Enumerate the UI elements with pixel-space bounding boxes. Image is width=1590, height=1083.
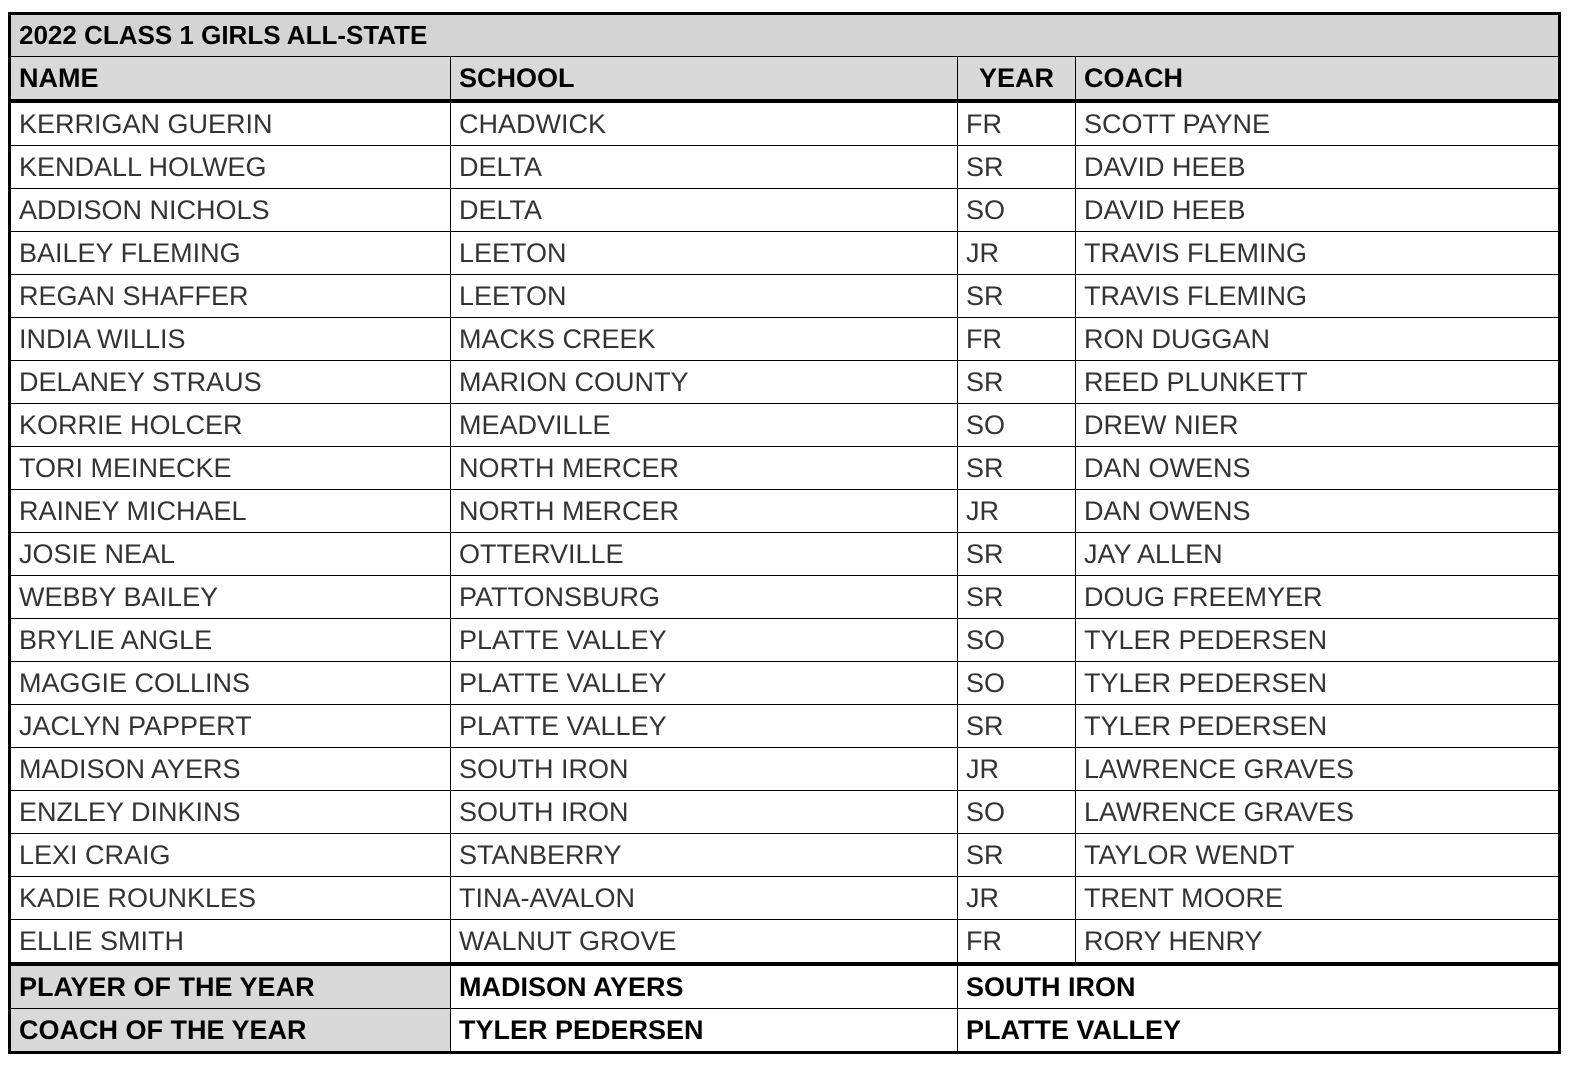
cell-year: SR	[958, 447, 1076, 490]
cell-name: KERRIGAN GUERIN	[10, 101, 451, 146]
table-row	[10, 275, 1560, 318]
cell-coach: TAYLOR WENDT	[1076, 834, 1560, 877]
cell-school: MACKS CREEK	[451, 318, 958, 361]
cell-school: WALNUT GROVE	[451, 920, 958, 965]
cell-year: SO	[958, 404, 1076, 447]
cell-name: ADDISON NICHOLS	[10, 189, 451, 232]
award-school: SOUTH IRON	[958, 964, 1560, 1009]
table-row	[10, 920, 1560, 965]
cell-name: DELANEY STRAUS	[10, 361, 451, 404]
cell-school: DELTA	[451, 146, 958, 189]
cell-name: ENZLEY DINKINS	[10, 791, 451, 834]
cell-coach: DAVID HEEB	[1076, 189, 1560, 232]
cell-coach: LAWRENCE GRAVES	[1076, 748, 1560, 791]
cell-coach: DAN OWENS	[1076, 447, 1560, 490]
cell-coach: DREW NIER	[1076, 404, 1560, 447]
cell-coach: DAVID HEEB	[1076, 146, 1560, 189]
cell-year: SR	[958, 533, 1076, 576]
cell-school: TINA-AVALON	[451, 877, 958, 920]
column-header-year: YEAR	[958, 57, 1076, 102]
cell-year: SO	[958, 791, 1076, 834]
table-row	[10, 318, 1560, 361]
table-row	[10, 101, 1560, 146]
table-row	[10, 146, 1560, 189]
cell-coach: LAWRENCE GRAVES	[1076, 791, 1560, 834]
cell-school: STANBERRY	[451, 834, 958, 877]
table-title: 2022 CLASS 1 GIRLS ALL-STATE	[10, 14, 1560, 57]
table-row	[10, 877, 1560, 920]
cell-coach: DOUG FREEMYER	[1076, 576, 1560, 619]
cell-coach: TRAVIS FLEMING	[1076, 275, 1560, 318]
cell-coach: REED PLUNKETT	[1076, 361, 1560, 404]
cell-school: PATTONSBURG	[451, 576, 958, 619]
cell-name: REGAN SHAFFER	[10, 275, 451, 318]
cell-year: SO	[958, 189, 1076, 232]
cell-school: CHADWICK	[451, 101, 958, 146]
cell-name: JACLYN PAPPERT	[10, 705, 451, 748]
cell-name: KENDALL HOLWEG	[10, 146, 451, 189]
cell-year: JR	[958, 232, 1076, 275]
column-header-name: NAME	[10, 57, 451, 102]
table-row	[10, 748, 1560, 791]
cell-year: SR	[958, 361, 1076, 404]
cell-coach: RON DUGGAN	[1076, 318, 1560, 361]
cell-name: KORRIE HOLCER	[10, 404, 451, 447]
table-row	[10, 361, 1560, 404]
cell-year: SR	[958, 146, 1076, 189]
all-state-table	[8, 12, 1561, 1054]
cell-school: SOUTH IRON	[451, 748, 958, 791]
cell-coach: RORY HENRY	[1076, 920, 1560, 965]
cell-name: BAILEY FLEMING	[10, 232, 451, 275]
cell-school: SOUTH IRON	[451, 791, 958, 834]
cell-year: SR	[958, 705, 1076, 748]
cell-year: FR	[958, 101, 1076, 146]
table-row	[10, 447, 1560, 490]
table-row	[10, 533, 1560, 576]
cell-school: NORTH MERCER	[451, 447, 958, 490]
column-header-school: SCHOOL	[451, 57, 958, 102]
cell-coach: TRENT MOORE	[1076, 877, 1560, 920]
cell-coach: TYLER PEDERSEN	[1076, 619, 1560, 662]
cell-coach: TYLER PEDERSEN	[1076, 662, 1560, 705]
cell-school: PLATTE VALLEY	[451, 619, 958, 662]
cell-coach: TYLER PEDERSEN	[1076, 705, 1560, 748]
table-row	[10, 576, 1560, 619]
table-row	[10, 705, 1560, 748]
table-row	[10, 619, 1560, 662]
cell-name: JOSIE NEAL	[10, 533, 451, 576]
cell-name: MAGGIE COLLINS	[10, 662, 451, 705]
cell-name: BRYLIE ANGLE	[10, 619, 451, 662]
award-school: PLATTE VALLEY	[958, 1009, 1560, 1053]
cell-school: PLATTE VALLEY	[451, 705, 958, 748]
table-row	[10, 791, 1560, 834]
column-header-coach: COACH	[1076, 57, 1560, 102]
award-row	[10, 964, 1560, 1009]
cell-year: SR	[958, 834, 1076, 877]
table-row	[10, 404, 1560, 447]
cell-year: JR	[958, 877, 1076, 920]
cell-school: OTTERVILLE	[451, 533, 958, 576]
cell-year: SO	[958, 662, 1076, 705]
cell-name: KADIE ROUNKLES	[10, 877, 451, 920]
cell-coach: SCOTT PAYNE	[1076, 101, 1560, 146]
award-winner: TYLER PEDERSEN	[451, 1009, 958, 1053]
table-row	[10, 834, 1560, 877]
table-row	[10, 490, 1560, 533]
table-row	[10, 189, 1560, 232]
cell-name: INDIA WILLIS	[10, 318, 451, 361]
cell-name: TORI MEINECKE	[10, 447, 451, 490]
title-row	[10, 14, 1560, 57]
cell-name: RAINEY MICHAEL	[10, 490, 451, 533]
cell-year: SO	[958, 619, 1076, 662]
cell-school: LEETON	[451, 275, 958, 318]
header-row	[10, 57, 1560, 102]
cell-year: FR	[958, 920, 1076, 965]
cell-name: WEBBY BAILEY	[10, 576, 451, 619]
cell-school: MEADVILLE	[451, 404, 958, 447]
cell-coach: TRAVIS FLEMING	[1076, 232, 1560, 275]
cell-name: MADISON AYERS	[10, 748, 451, 791]
cell-year: JR	[958, 490, 1076, 533]
cell-school: LEETON	[451, 232, 958, 275]
cell-year: SR	[958, 275, 1076, 318]
cell-coach: DAN OWENS	[1076, 490, 1560, 533]
cell-school: NORTH MERCER	[451, 490, 958, 533]
cell-school: DELTA	[451, 189, 958, 232]
award-row	[10, 1009, 1560, 1053]
award-label: COACH OF THE YEAR	[10, 1009, 451, 1053]
cell-name: LEXI CRAIG	[10, 834, 451, 877]
table-row	[10, 662, 1560, 705]
cell-school: MARION COUNTY	[451, 361, 958, 404]
cell-year: SR	[958, 576, 1076, 619]
cell-school: PLATTE VALLEY	[451, 662, 958, 705]
cell-year: JR	[958, 748, 1076, 791]
table-row	[10, 232, 1560, 275]
cell-name: ELLIE SMITH	[10, 920, 451, 965]
award-winner: MADISON AYERS	[451, 964, 958, 1009]
cell-coach: JAY ALLEN	[1076, 533, 1560, 576]
cell-year: FR	[958, 318, 1076, 361]
award-label: PLAYER OF THE YEAR	[10, 964, 451, 1009]
